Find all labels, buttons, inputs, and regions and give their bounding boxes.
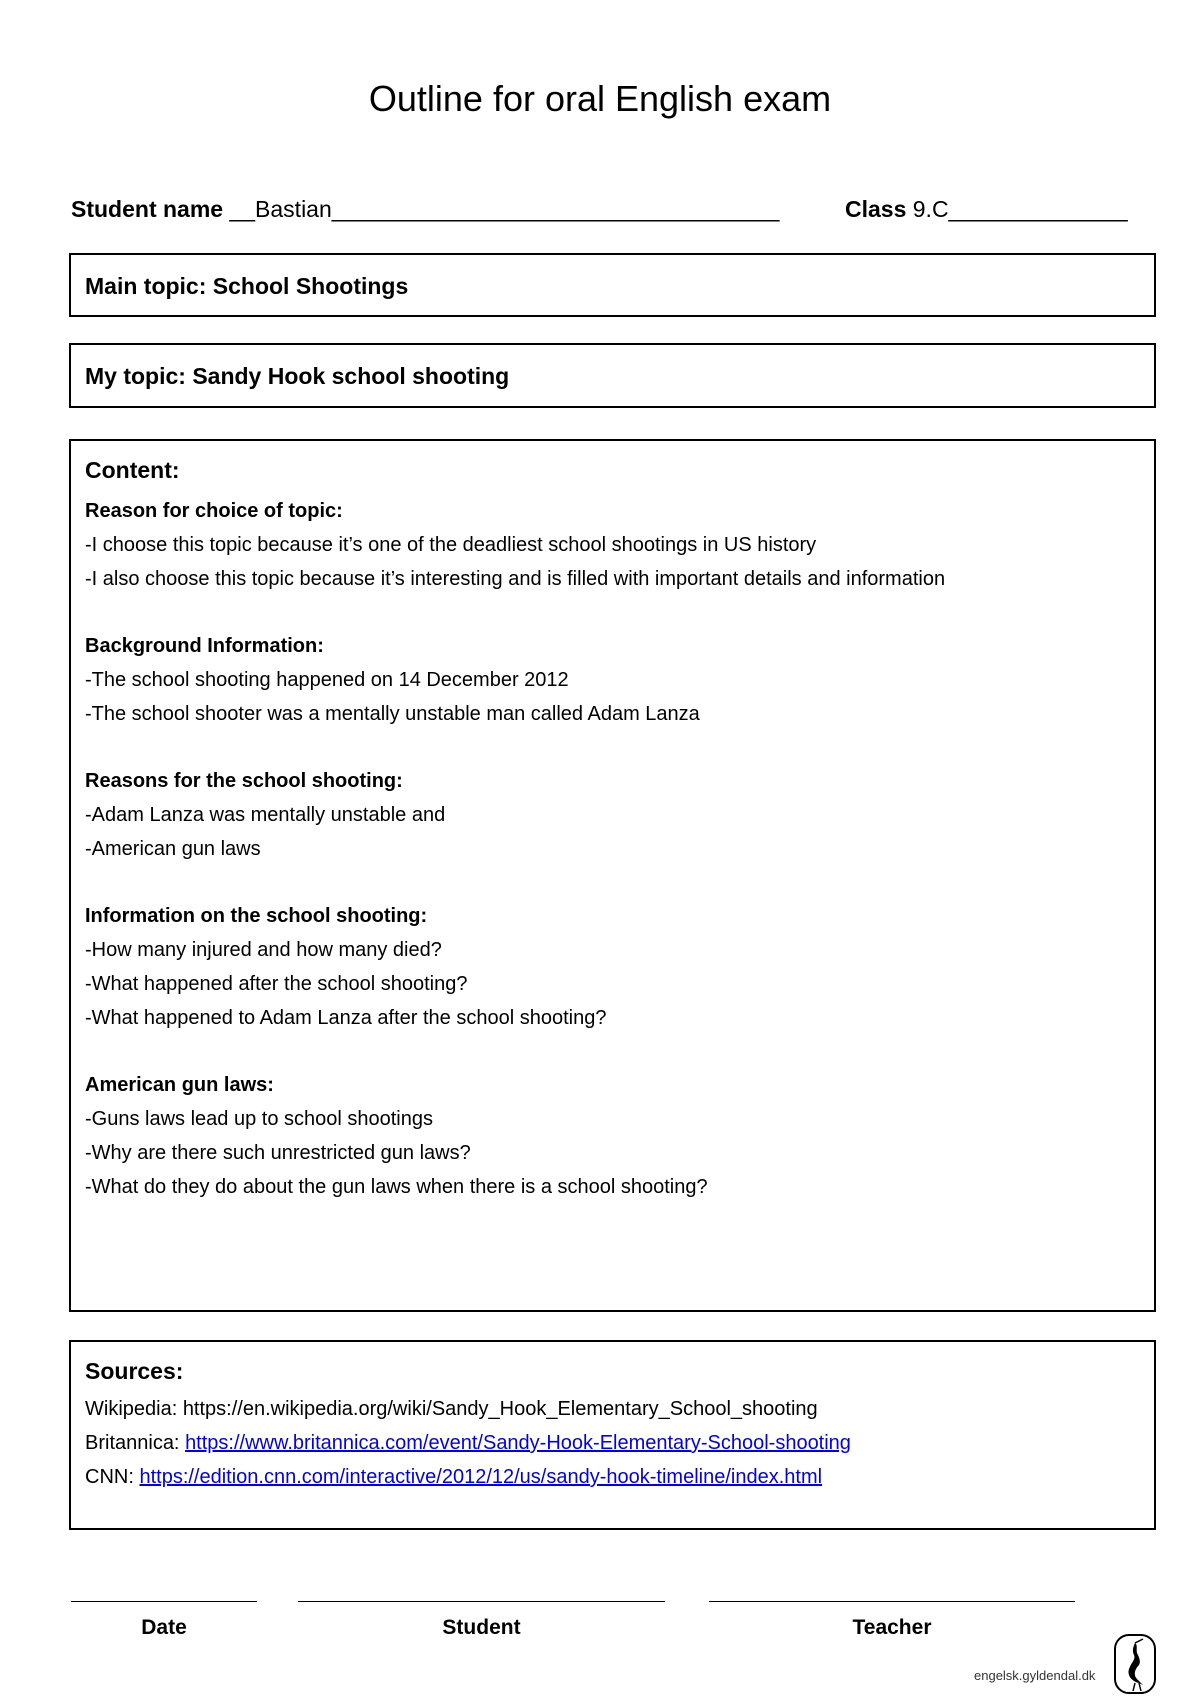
- source-url: https://en.wikipedia.org/wiki/Sandy_Hook_Elementary_School_shooting: [182, 1398, 818, 1420]
- date-signature-line: [71, 1601, 257, 1602]
- class-value: 9.C______________: [906, 196, 1128, 222]
- content-section: [85, 765, 1144, 866]
- source-item: [85, 1392, 851, 1426]
- content-section: [85, 1069, 1144, 1204]
- student-label: Student: [442, 1616, 521, 1639]
- my-topic: My topic: Sandy Hook school shooting: [85, 363, 510, 389]
- class-label: Class: [845, 196, 907, 222]
- section-line: -Guns laws lead up to school shootings: [85, 1108, 433, 1130]
- section-title: American gun laws:: [85, 1074, 274, 1096]
- source-link[interactable]: https://www.britannica.com/event/Sandy-Hook-Elementary-School-shooting: [185, 1432, 851, 1454]
- class-field: [845, 196, 1128, 223]
- student-name-value: __Bastian___________________________________: [229, 196, 780, 222]
- section-title: Background Information:: [85, 635, 324, 657]
- sources-title: Sources:: [85, 1358, 184, 1384]
- section-line: -How many injured and how many died?: [85, 939, 442, 961]
- source-link[interactable]: https://edition.cnn.com/interactive/2012/12/us/sandy-hook-timeline/index.html: [139, 1466, 823, 1488]
- content-box: [69, 439, 1156, 1312]
- main-topic-box: [69, 253, 1156, 317]
- student-signature-line: [298, 1601, 665, 1602]
- section-title: Reasons for the school shooting:: [85, 770, 403, 792]
- publisher-url: engelsk.gyldendal.dk: [974, 1668, 1096, 1683]
- section-line: -Adam Lanza was mentally unstable and: [85, 804, 446, 826]
- date-label: Date: [141, 1616, 187, 1639]
- student-name-label: Student name: [71, 196, 224, 222]
- main-topic: Main topic: School Shootings: [85, 273, 409, 299]
- content-title: Content:: [85, 457, 180, 483]
- content-body: [85, 455, 1144, 1238]
- heron-logo-icon: [1113, 1633, 1157, 1700]
- section-line: -Why are there such unrestricted gun laws?: [85, 1142, 471, 1164]
- teacher-label: Teacher: [852, 1616, 932, 1639]
- page-title: Outline for oral English exam: [368, 78, 832, 119]
- section-line: -American gun laws: [85, 838, 261, 860]
- section-title: Information on the school shooting:: [85, 905, 428, 927]
- section-line: -The school shooter was a mentally unstable man called Adam Lanza: [85, 703, 700, 725]
- section-line: -What do they do about the gun laws when there is a school shooting?: [85, 1176, 708, 1198]
- section-line: -The school shooting happened on 14 December 2012: [85, 669, 569, 691]
- section-line: -What happened to Adam Lanza after the school shooting?: [85, 1007, 607, 1029]
- content-section: [85, 495, 1144, 596]
- content-section: [85, 630, 1144, 731]
- source-item: [85, 1426, 851, 1460]
- source-list: [85, 1392, 851, 1494]
- section-line: -What happened after the school shooting?: [85, 973, 468, 995]
- content-sections: [85, 495, 1144, 1204]
- section-line: -I also choose this topic because it’s interesting and is filled with important details and information: [85, 568, 946, 590]
- source-label: CNN:: [85, 1466, 140, 1488]
- source-label: Britannica:: [85, 1432, 186, 1454]
- section-title: Reason for choice of topic:: [85, 500, 343, 522]
- my-topic-box: [69, 343, 1156, 408]
- source-item: [85, 1460, 851, 1494]
- section-line: -I choose this topic because it’s one of the deadliest school shootings in US history: [85, 534, 817, 556]
- content-section: [85, 900, 1144, 1035]
- source-label: Wikipedia:: [85, 1398, 183, 1420]
- teacher-signature-line: [709, 1601, 1075, 1602]
- sources-body: [85, 1354, 851, 1494]
- student-name-field: [71, 196, 779, 223]
- sources-box: [69, 1340, 1156, 1530]
